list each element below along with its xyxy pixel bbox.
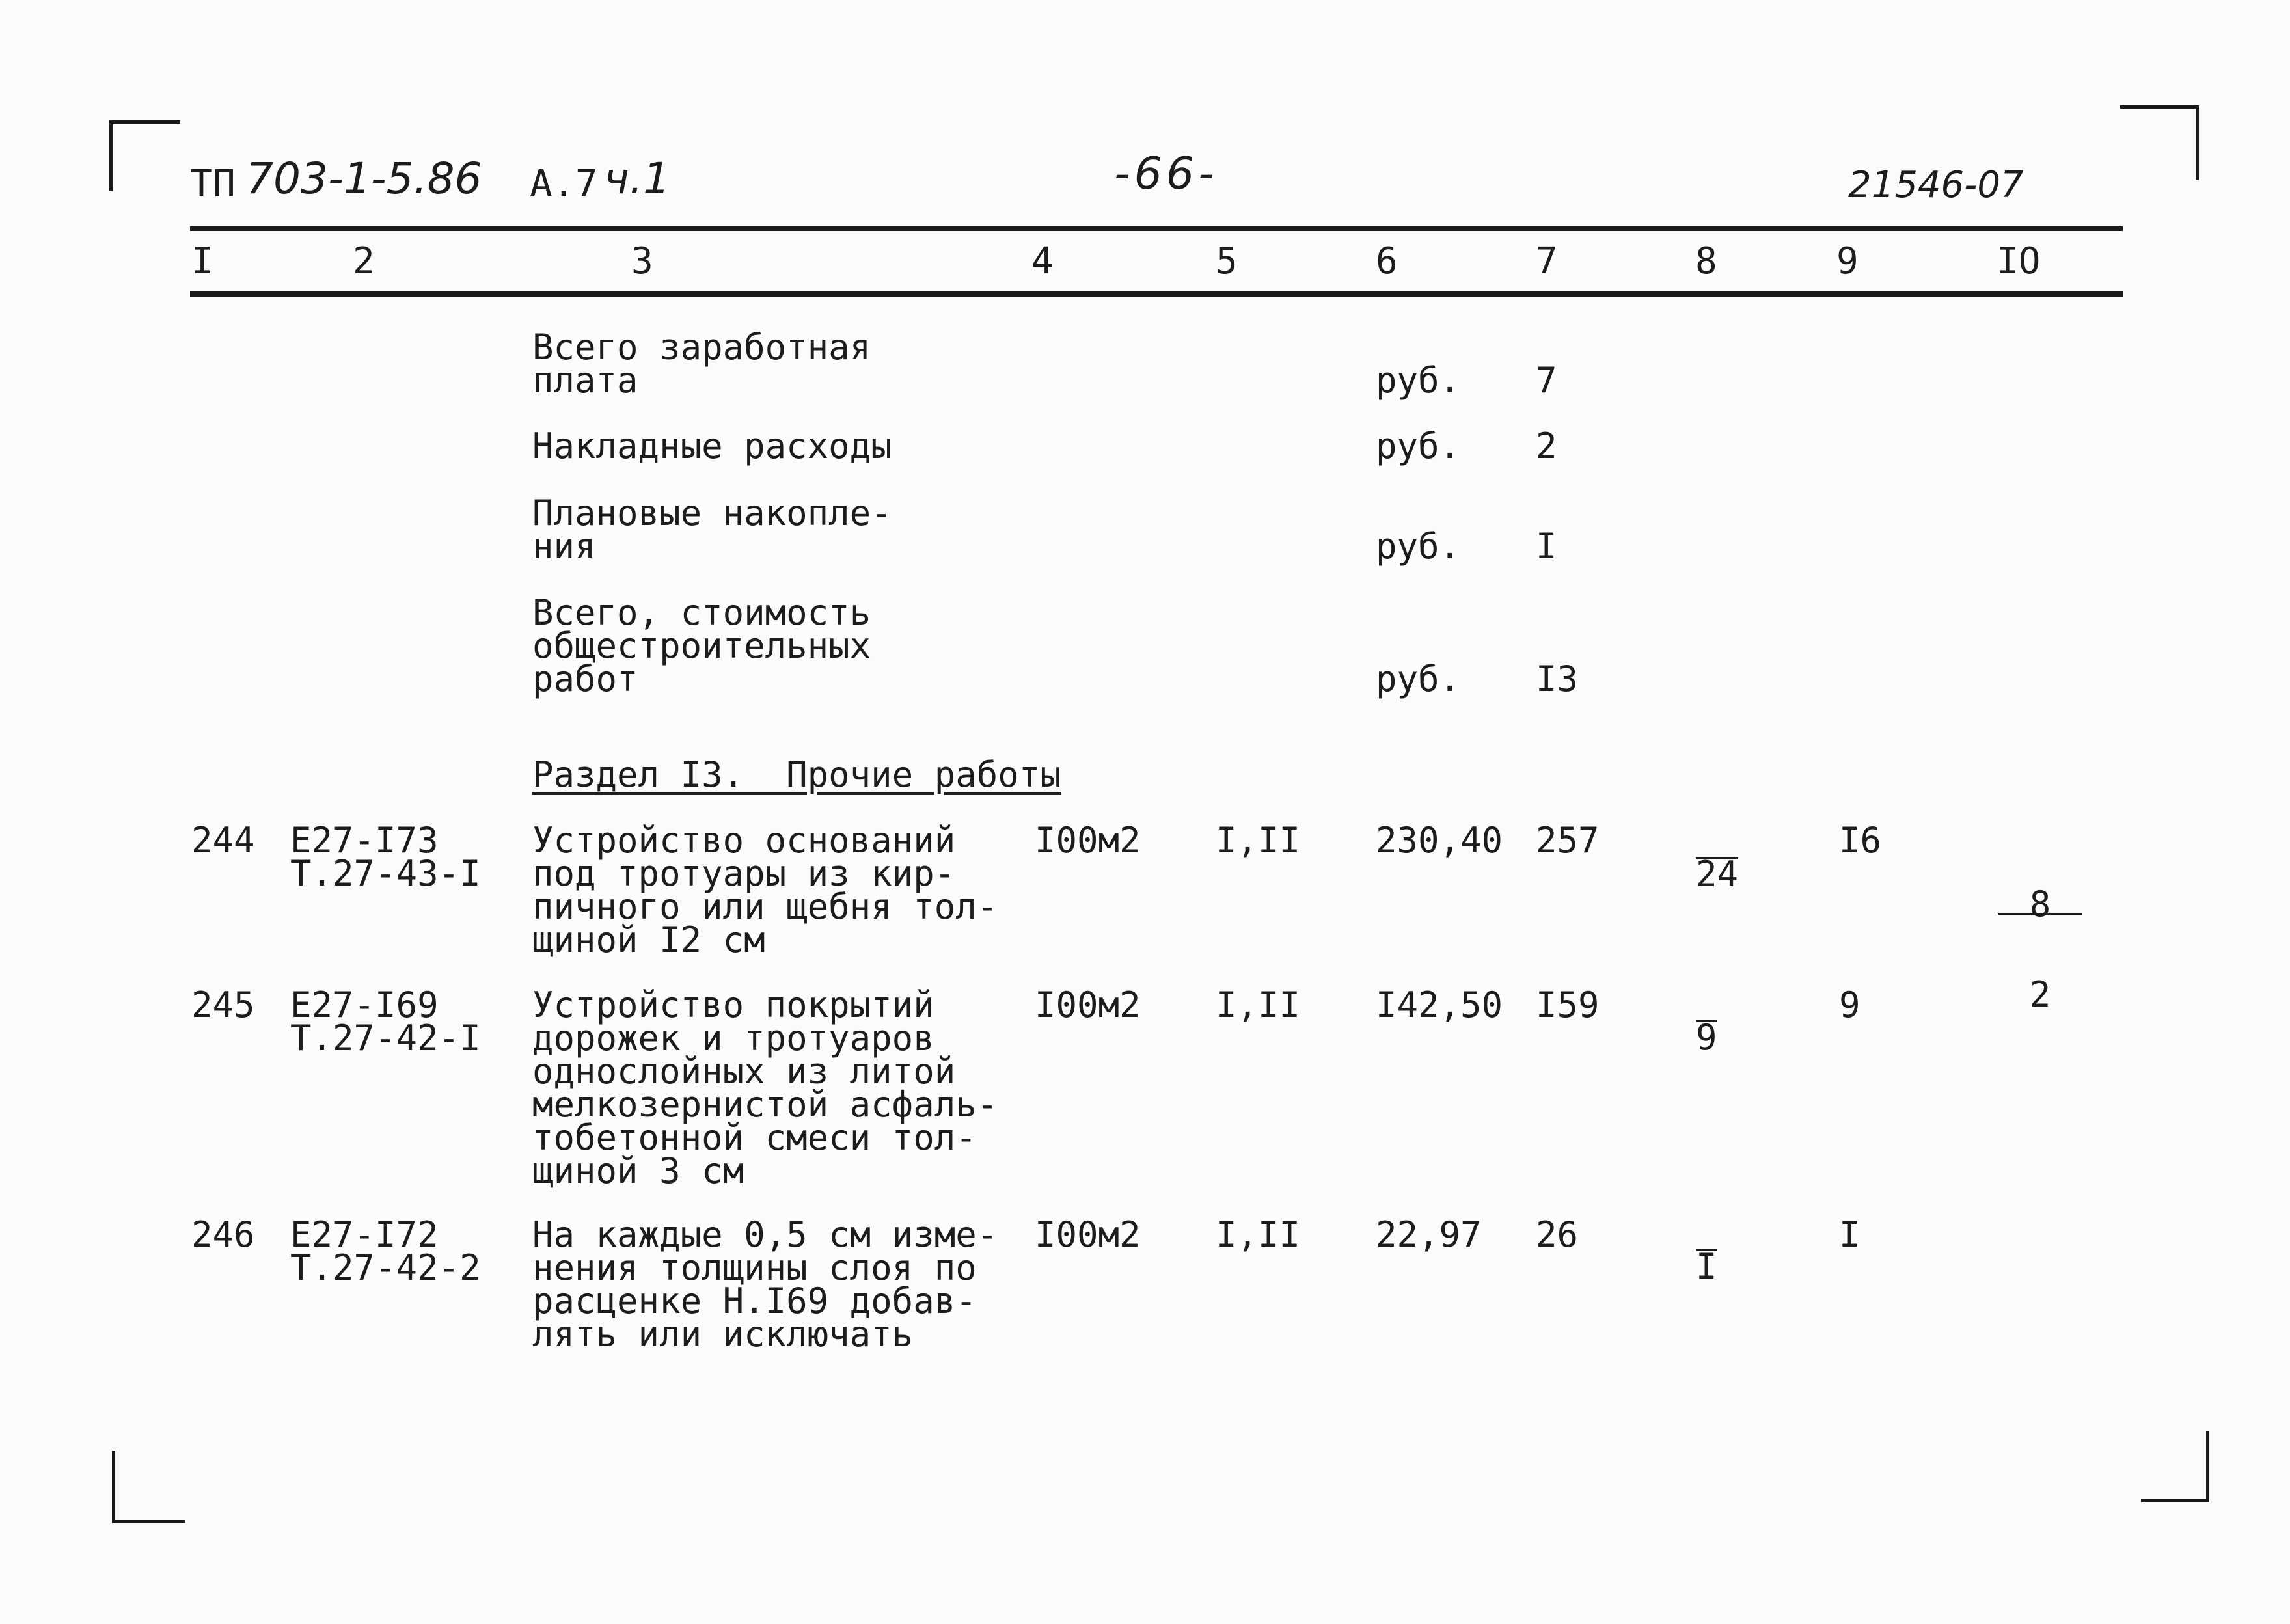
- summary-row-value: 7: [1536, 360, 1557, 401]
- column-number-10: IO: [1997, 240, 2041, 282]
- item-col8: 24: [1696, 854, 1739, 895]
- item-number: 244: [191, 820, 255, 861]
- summary-row-unit: руб.: [1376, 426, 1461, 467]
- item-col10-fraction: [1998, 821, 2082, 1077]
- doc-code: 703-1-5.86: [246, 154, 482, 204]
- album-label: А.7: [530, 161, 598, 206]
- page-number: -66-: [1114, 148, 1218, 200]
- corner-mark-bottom-right: [2141, 1431, 2209, 1502]
- item-code: Е27-I72 Т.27-42-2: [290, 1214, 481, 1288]
- summary-row-value: I3: [1536, 658, 1579, 699]
- item-number: 245: [191, 984, 255, 1025]
- archive-number: 21546-07: [1848, 164, 2024, 206]
- item-col8: 9: [1696, 1017, 1717, 1058]
- summary-row-name: Накладные расходы: [532, 426, 892, 467]
- summary-row-name: Плановые накопле- ния: [532, 493, 892, 567]
- header-rule-top: [190, 226, 2123, 231]
- corner-mark-bottom-left: [112, 1451, 185, 1523]
- item-col10-bottom: 2: [2029, 974, 2051, 1015]
- item-price: 22,97: [1376, 1214, 1482, 1255]
- summary-row-name: Всего, стоимость общестроительных работ: [532, 592, 871, 699]
- item-name: Устройство оснований под тротуары из кир- пичного или щебня тол- щиной I2 см: [532, 820, 998, 960]
- item-col9: I: [1839, 1214, 1861, 1255]
- item-col9: 9: [1839, 984, 1861, 1025]
- corner-mark-top-left: [109, 120, 180, 191]
- item-name: На каждые 0,5 см изме- нения толщины слоя по расценке Н.I69 добав- лять или исключать: [532, 1214, 998, 1355]
- column-number-9: 9: [1836, 240, 1859, 282]
- summary-row-value: I: [1536, 526, 1557, 567]
- item-price: 230,40: [1376, 820, 1503, 861]
- item-unit: I00м2: [1035, 820, 1141, 861]
- column-number-4: 4: [1031, 240, 1054, 282]
- item-total: 257: [1536, 820, 1600, 861]
- item-zone: I,II: [1216, 984, 1301, 1025]
- column-number-3: 3: [631, 240, 653, 282]
- part-label: ч.1: [604, 154, 670, 204]
- item-total: I59: [1536, 984, 1600, 1025]
- item-code: Е27-I69 Т.27-42-I: [290, 984, 481, 1059]
- item-unit: I00м2: [1035, 984, 1141, 1025]
- section-title: Раздел I3. Прочие работы: [532, 754, 1061, 795]
- column-number-1: I: [191, 240, 213, 282]
- item-number: 246: [191, 1214, 255, 1255]
- item-unit: I00м2: [1035, 1214, 1141, 1255]
- summary-row-value: 2: [1536, 426, 1557, 467]
- item-col8: I: [1696, 1246, 1717, 1287]
- item-name: Устройство покрытий дорожек и тротуаров однослойных из литой мелкозернистой асфаль- тобетонной смеси тол- щиной 3 см: [532, 984, 998, 1191]
- item-col9: I6: [1839, 820, 1882, 861]
- summary-row-unit: руб.: [1376, 658, 1461, 699]
- column-number-7: 7: [1536, 240, 1558, 282]
- corner-mark-top-right: [2120, 105, 2199, 180]
- item-col10-top: 8: [1998, 887, 2082, 915]
- header-rule-bottom: [190, 291, 2123, 297]
- summary-row-unit: руб.: [1376, 360, 1461, 401]
- item-total: 26: [1536, 1214, 1579, 1255]
- column-number-8: 8: [1695, 240, 1717, 282]
- column-number-2: 2: [353, 240, 375, 282]
- item-code: Е27-I73 Т.27-43-I: [290, 820, 481, 894]
- item-price: I42,50: [1376, 984, 1503, 1025]
- doc-prefix: ТП: [190, 161, 236, 206]
- item-zone: I,II: [1216, 820, 1301, 861]
- item-zone: I,II: [1216, 1214, 1301, 1255]
- summary-row-unit: руб.: [1376, 526, 1461, 567]
- summary-row-name: Всего заработная плата: [532, 327, 871, 401]
- column-number-6: 6: [1376, 240, 1398, 282]
- column-number-5: 5: [1216, 240, 1238, 282]
